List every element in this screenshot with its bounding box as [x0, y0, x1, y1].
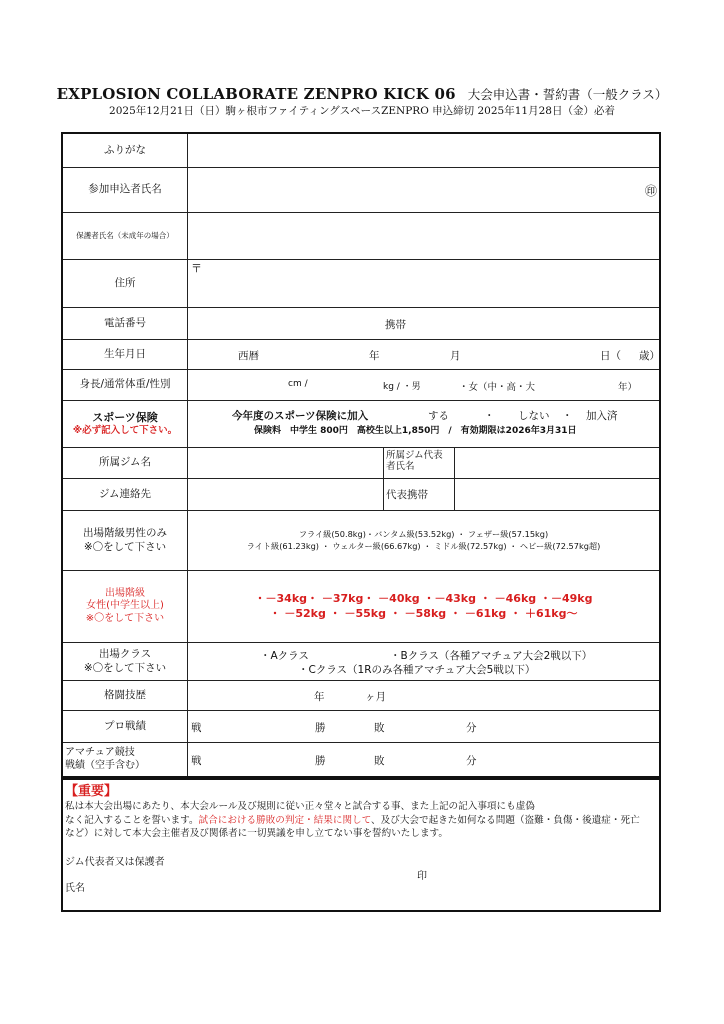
phone-label: 電話番号: [63, 308, 188, 339]
row-applicant-name: [63, 168, 659, 213]
rep-mobile-field[interactable]: [455, 479, 659, 510]
male-class-instruction: ※〇をして下さい: [83, 540, 167, 553]
male-class-label: 出場階級男性のみ: [83, 527, 167, 540]
entry-class-instruction: ※〇をして下さい: [83, 661, 167, 674]
row-insurance: [63, 401, 659, 448]
male-class-line-1: フライ級(50.8kg)・バンタム級(53.52kg) ・ フェザー級(57.15kg): [298, 528, 549, 539]
postal-mark: 〒: [191, 262, 202, 275]
gym-rep-name-field[interactable]: [455, 448, 659, 478]
insurance-label: スポーツ保険: [92, 411, 158, 425]
gym-contact-label: ジム連絡先: [63, 479, 188, 510]
cm-unit: cm /: [288, 379, 308, 389]
female-class-eligibility: 女性(中学生以上): [86, 600, 164, 612]
insurance-option-already[interactable]: 加入済: [586, 410, 618, 422]
experience-label: 格闘技歴: [63, 681, 188, 710]
male-class-line-2: ライト級(61.23kg) ・ ウェルター級(66.67kg) ・ ミドル級(72.57kg) ・ ヘビー級(72.57kg超): [246, 540, 601, 551]
pro-fights-unit: 戦: [191, 722, 202, 734]
insurance-separator: ・: [562, 410, 573, 422]
body-field[interactable]: [188, 370, 659, 400]
seal-icon: ㊞: [644, 184, 657, 198]
body-label: 身長/通常体重/性別: [63, 370, 188, 400]
grade-label: 年）: [618, 382, 638, 393]
day-label: 日（: [600, 350, 621, 362]
amateur-draws-unit: 分: [466, 755, 477, 767]
entry-class-label: 出場クラス: [98, 648, 152, 661]
insurance-question: 今年度のスポーツ保険に加入: [232, 410, 369, 422]
pro-record-label: プロ戦績: [63, 711, 188, 742]
guardian-name-label: 保護者氏名（未成年の場合）: [63, 213, 188, 259]
age-label: 歳）: [639, 350, 660, 362]
female-class-label: 出場階級: [105, 587, 145, 599]
form-type: 大会申込書・誓約書（一般クラス）: [467, 87, 668, 102]
female-class-line-2: ・ －52kg ・ －55kg ・ －58kg ・ －61kg ・ ＋61kg～: [269, 606, 578, 620]
insurance-separator: ・: [484, 410, 495, 422]
row-female-weight-class: [63, 571, 659, 643]
gym-name-label: 所属ジム名: [63, 448, 188, 478]
entry-class-label-cell: [63, 643, 188, 680]
year-label: 年: [369, 350, 380, 362]
row-body: [63, 370, 659, 401]
row-entry-class: [63, 643, 659, 681]
gym-rep-name-label: 所属ジム代表者氏名: [384, 448, 455, 478]
mobile-label: 携帯: [385, 319, 406, 331]
row-experience: [63, 681, 659, 711]
female-class-instruction: ※〇をして下さい: [85, 612, 165, 624]
amateur-record-sublabel: 戦績（空手含む）: [65, 759, 145, 771]
kg-unit-male: kg / ・男: [383, 382, 421, 392]
signer-label: ジム代表者又は保護者: [65, 857, 165, 868]
applicant-name-label: 参加申込者氏名: [63, 168, 188, 212]
row-birthdate: [63, 340, 659, 370]
pro-losses-unit: 敗: [374, 722, 385, 734]
experience-year-unit: 年: [314, 691, 325, 703]
rep-mobile-label: 代表携帯: [384, 479, 455, 510]
row-address: [63, 260, 659, 308]
pledge-line-2-start: なく記入することを誓います。: [65, 814, 199, 826]
female-option: ・女（中・高・大: [459, 382, 536, 393]
pledge-highlight: 試合における勝敗の判定・結果に関して: [198, 814, 372, 826]
address-field[interactable]: [188, 260, 659, 307]
insurance-field: [188, 401, 659, 447]
application-form: [61, 132, 661, 780]
amateur-record-field[interactable]: [188, 743, 659, 776]
era-label: 西暦: [238, 350, 259, 362]
row-phone: [63, 308, 659, 340]
signer-name-label: 氏名: [65, 883, 85, 894]
female-class-line-1: ・－34kg・ －37kg・ －40kg ・－43kg ・ －46kg ・－49kg: [254, 591, 593, 605]
row-guardian-name: [63, 213, 659, 260]
insurance-fee-info: 保険料 中学生 800円 高校生以上1,850円 / 有効期限は2026年3月31日: [254, 426, 577, 436]
row-gym-contact: [63, 479, 659, 511]
applicant-name-field[interactable]: [188, 168, 659, 212]
female-class-options[interactable]: [188, 571, 659, 642]
furigana-field[interactable]: [188, 134, 659, 167]
month-label: 月: [450, 350, 461, 362]
pledge-line-2-end: 、及び大会で起きた如何なる問題（盗難・負傷・後遺症・死亡: [371, 814, 640, 826]
guardian-name-field[interactable]: [188, 213, 659, 259]
row-amateur-record: [63, 743, 659, 778]
insurance-option-yes[interactable]: する: [428, 410, 449, 422]
row-pro-record: [63, 711, 659, 743]
signer-seal: 印: [417, 871, 427, 882]
pledge-line-1: 私は本大会出場にあたり、本大会ルール及び規則に従い正々堂々と試合する事、また上記の記入事項にも虚偽: [65, 800, 535, 812]
gym-name-field[interactable]: [188, 448, 384, 478]
entry-class-options: [188, 643, 659, 680]
pro-wins-unit: 勝: [315, 722, 326, 734]
amateur-losses-unit: 敗: [374, 755, 385, 767]
address-label: 住所: [63, 260, 188, 307]
amateur-fights-unit: 戦: [191, 755, 202, 767]
row-furigana: [63, 134, 659, 168]
female-class-label-cell: [63, 571, 188, 642]
important-heading: 【重要】: [65, 784, 118, 799]
pro-draws-unit: 分: [466, 722, 477, 734]
amateur-wins-unit: 勝: [315, 755, 326, 767]
experience-month-unit: ヶ月: [365, 691, 386, 703]
insurance-option-no[interactable]: しない: [518, 410, 550, 422]
document-title: [0, 84, 724, 103]
class-c-option[interactable]: ・Cクラス（1Rのみ各種アマチュア大会5戦以下）: [298, 664, 536, 676]
birthdate-field[interactable]: [188, 340, 659, 369]
amateur-record-label: アマチュア競技: [65, 747, 135, 758]
male-class-options[interactable]: [188, 511, 659, 570]
pledge-section: [61, 776, 661, 912]
experience-field[interactable]: [188, 681, 659, 710]
class-b-option[interactable]: ・Bクラス（各種アマチュア大会2戦以下）: [390, 650, 593, 662]
phone-field[interactable]: [188, 308, 659, 339]
row-male-weight-class: [63, 511, 659, 571]
insurance-label-cell: [63, 401, 188, 447]
gym-contact-field[interactable]: [188, 479, 384, 510]
pledge-line-2: [65, 814, 657, 828]
pledge-line-3: など）に対して本大会主催者及び関係者に一切異議を申し立てない事を誓約いたします。: [65, 828, 448, 840]
amateur-record-label-cell: [63, 743, 188, 776]
class-a-option[interactable]: ・Aクラス: [260, 650, 309, 662]
pro-record-field[interactable]: [188, 711, 659, 742]
male-class-label-cell: [63, 511, 188, 570]
insurance-required-note: ※必ず記入して下さい。: [72, 424, 178, 436]
event-name: EXPLOSION COLLABORATE ZENPRO KICK 06: [56, 85, 456, 103]
event-details: 2025年12月21日（日）駒ヶ根市ファイティングスペースZENPRO 申込締切 2025年11月28日（金）必着: [109, 105, 615, 117]
row-gym-name: [63, 448, 659, 479]
birthdate-label: 生年月日: [63, 340, 188, 369]
furigana-label: ふりがな: [63, 134, 188, 167]
